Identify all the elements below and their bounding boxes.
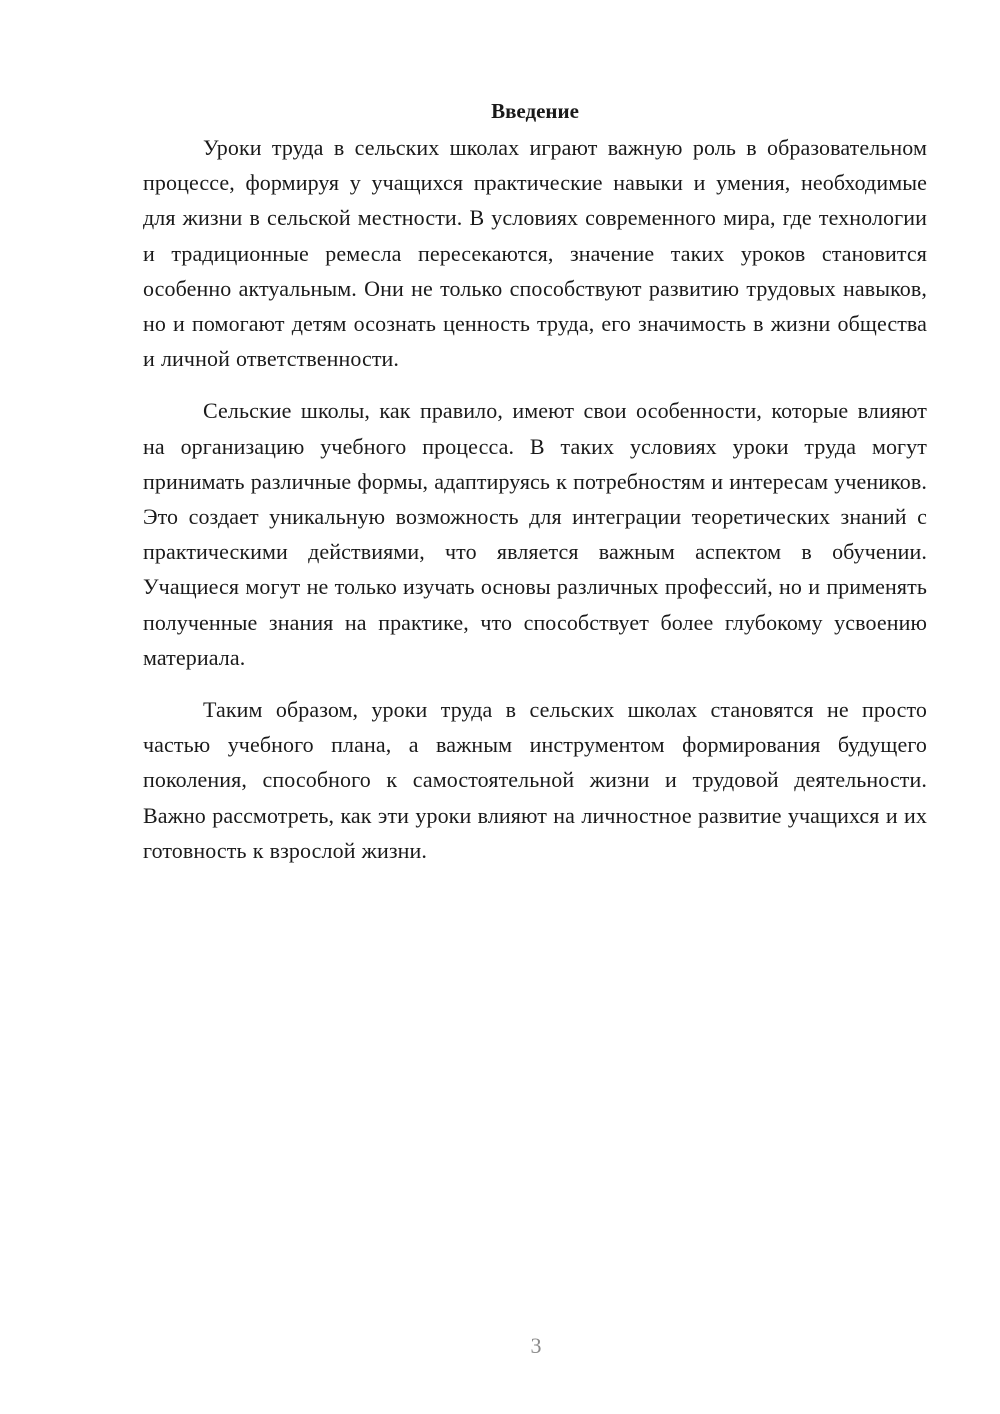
page-number: 3 — [530, 1333, 542, 1358]
page-content — [143, 94, 927, 868]
paragraph-1: Уроки труда в сельских школах играют важную роль в образовательном процессе, формируя у учащихся практические навыки и умения, необходимые для жизни в сельской местности. В условиях современного мира, где технологии и традиционные ремесла пересекаются, значение таких уроков становится особенно актуальным. Они не только способствуют развитию трудовых навыков, но и помогают детям осознать ценность труда, его значимость в жизни общества и личной ответственности. — [143, 135, 927, 372]
paragraph-2: Сельские школы, как правило, имеют свои особенности, которые влияют на организацию учебного процесса. В таких условиях уроки труда могут принимать различные формы, адаптируясь к потребностям и интересам учеников. Это создает уникальную возможность для интеграции теоретических знаний с практическими действиями, что является важным аспектом в обучении. Учащиеся могут не только изучать основы различных профессий, но и применять полученные знания на практике, что способствует более глубокому усвоению материала. — [143, 398, 927, 670]
paragraph-3: Таким образом, уроки труда в сельских школах становятся не просто частью учебного плана, а важным инструментом формирования будущего поколения, способного к самостоятельной жизни и трудовой деятельности. Важно рассмотреть, как эти уроки влияют на личностное развитие учащихся и их готовность к взрослой жизни. — [143, 697, 927, 863]
section-heading: Введение — [491, 99, 579, 123]
